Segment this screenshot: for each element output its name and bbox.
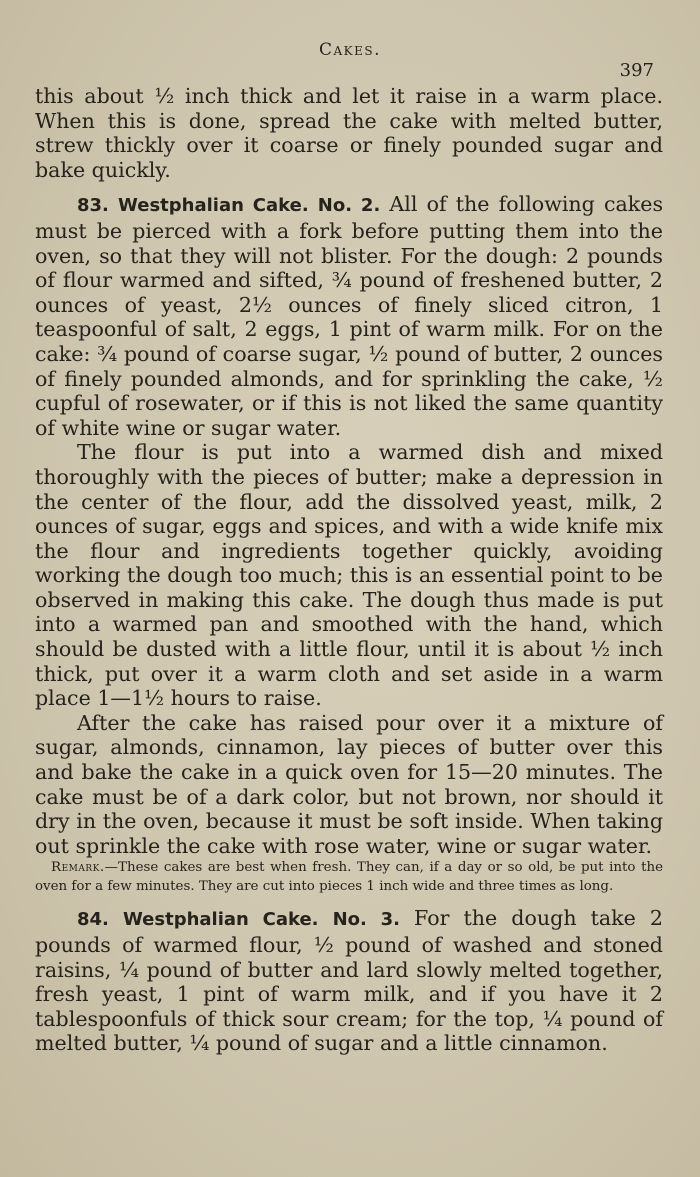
remark-note: [35, 858, 663, 896]
recipe-83-text: All of the following cakes must be pierced with a fork before putting them into the oven, so that they will not blister. For the dough: 2 pounds of flour warmed and sifted, ¾ pound of freshened butter, 2 ounces of yeast, 2½ ounces of finely sliced citron, 1 teaspoonful of salt, 2 eggs, 1 pint of warm milk. For on the cake: ¾ pound of coarse sugar, ½ pound of butter, 2 ounces of finely pounded almonds, and for sprinkling the cake, ½ cupful of rosewater, or if this is not liked the same quantity of white wine or sugar water.: [35, 192, 664, 440]
recipe-84-number: 84.: [77, 909, 109, 931]
recipe-84-variant: No. 3.: [332, 909, 400, 931]
method-paragraph: The flour is put into a warmed dish and mixed thoroughly with the pieces of butter; make a depression in the center of the flour, add the dissolved yeast, milk, 2 ounces of sugar, eggs and spices, and with a wide knife mix the flour and ingredients together quickly, avoiding working the dough too much; this is an essential point to be observed in making this cake. The dough thus made is put into a warmed pan and smoothed with the hand, which should be dusted with a little flour, until it is about ½ inch thick, put over it a warm cloth and set aside in a warm place 1—1½ hours to raise.: [35, 440, 663, 711]
remark-text: —These cakes are best when fresh. They can, if a day or so old, be put into the oven for a few minutes. They are cut into pieces 1 inch wide and three times as long.: [35, 860, 663, 895]
recipe-84-text: For the dough take 2 pounds of warmed flour, ½ pound of washed and stoned raisins, ¼ pound of butter and lard slowly melted together, fresh yeast, 1 pint of warm milk, and if you have it 2 tablespoonfuls of thick sour cream; for the top, ¼ pound of melted butter, ¼ pound of sugar and a little cinnamon.: [35, 906, 664, 1056]
running-head: Cakes.: [318, 40, 382, 60]
baking-paragraph: After the cake has raised pour over it a mixture of sugar, almonds, cinnamon, lay pieces of butter over this and bake the cake in a quick oven for 15—20 minutes. The cake must be of a dark color, but not brown, nor should it dry in the oven, because it must be soft inside. When taking out sprinkle the cake with rose water, wine or sugar water.: [35, 710, 663, 858]
recipe-84: [35, 906, 663, 1056]
recipe-83: [35, 192, 663, 440]
remark-label: Remark.: [51, 860, 105, 876]
recipe-84-title: Westphalian Cake.: [122, 909, 319, 931]
recipe-83-number: 83.: [77, 195, 109, 217]
page-body: [35, 84, 663, 1056]
page-number: 397: [619, 60, 654, 81]
recipe-83-title: Westphalian Cake.: [118, 195, 309, 217]
continued-paragraph: this about ½ inch thick and let it raise in a warm place. When this is done, spread the cake with melted butter, strew thickly over it coarse or finely pounded sugar and bake quickly.: [35, 84, 663, 182]
recipe-83-variant: No. 2.: [317, 195, 381, 217]
